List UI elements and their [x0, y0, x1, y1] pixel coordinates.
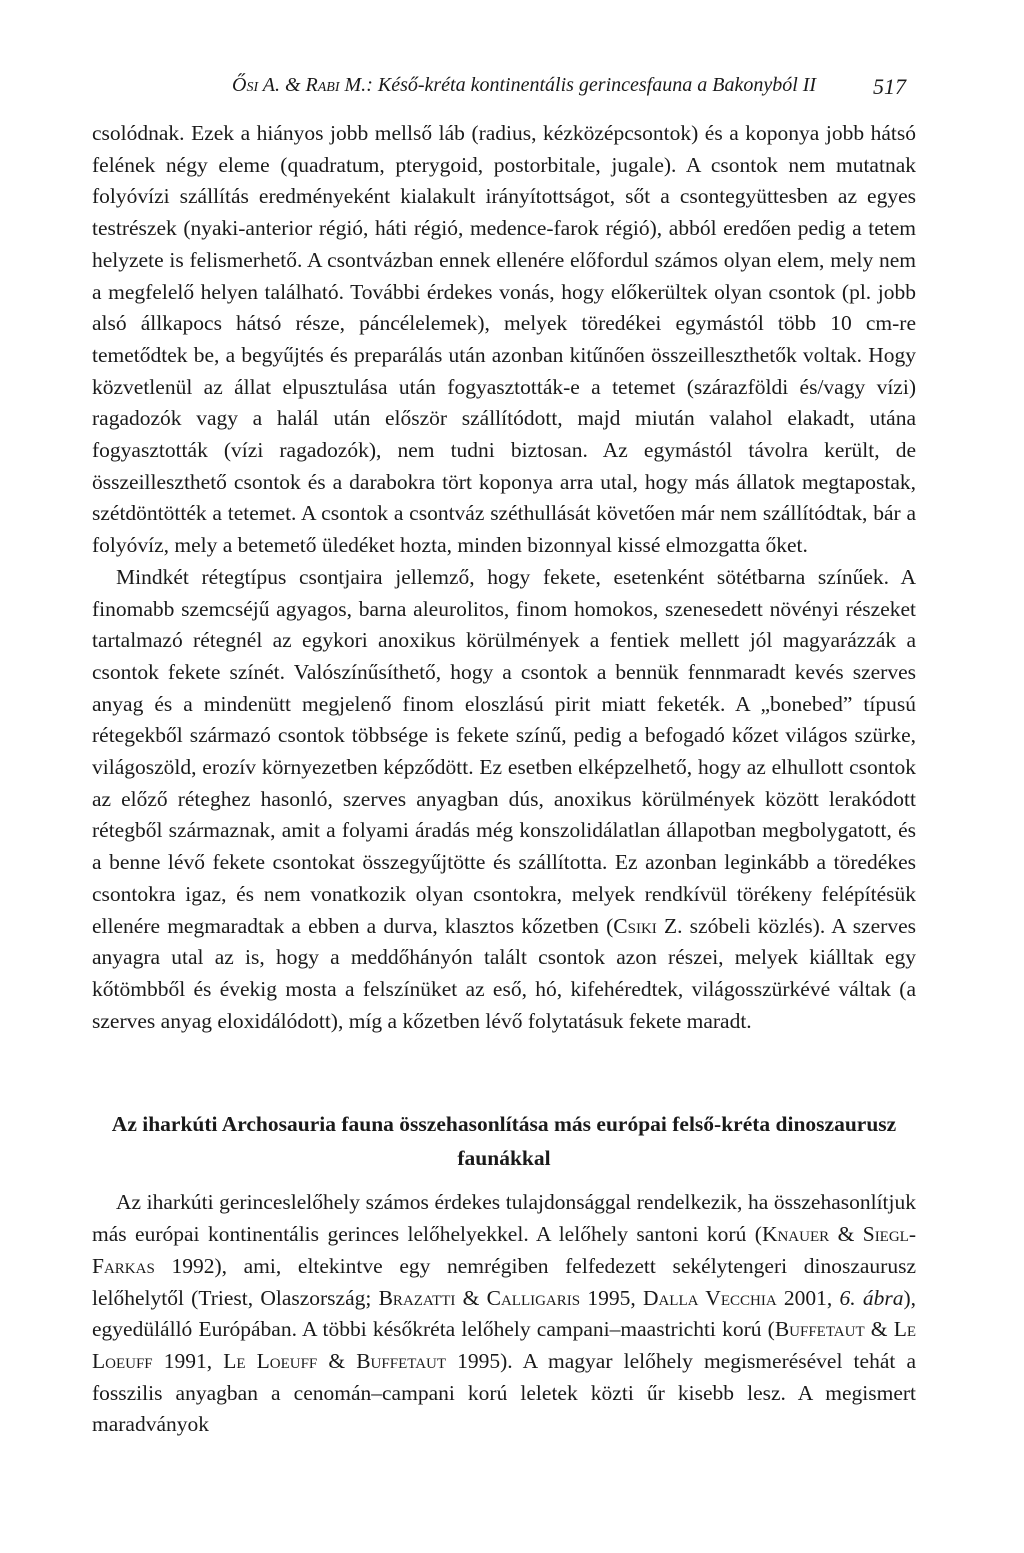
page-number: 517: [873, 74, 906, 99]
section-heading: Az iharkúti Archosauria fauna összehasonlítása más európai felső-kréta dinoszaurusz faunákkal: [111, 1112, 897, 1171]
section-body: [92, 1187, 916, 1441]
text-run: &: [864, 1317, 894, 1342]
citation-buffetaut: Buffetaut: [356, 1348, 447, 1373]
text-run: 1992), ami, eltekintve egy nemrégiben felfedezett sekélytengeri dinoszaurusz lelőhelytől (Triest, Olaszország;: [92, 1253, 916, 1310]
running-header: [92, 74, 916, 104]
text-run: Az iharkúti gerinceslelőhely számos érdekes tulajdonsággal rendelkezik, ha összehasonlítjuk más európai kontinentális gerinces lelőhelyekkel. A lelőhely santoni korú (: [92, 1190, 916, 1247]
citation-le-loeuff: Le Loeuff: [92, 1317, 917, 1373]
citation-buffetaut: Buffetaut: [774, 1317, 865, 1342]
citation-brazatti: Brazatti: [378, 1285, 456, 1310]
citation-csiki: Csiki: [613, 913, 657, 938]
figure-reference: 6. ábra: [839, 1285, 904, 1310]
text-run: 1991,: [152, 1348, 224, 1373]
text-run: 1995,: [580, 1285, 643, 1310]
text-run: 1995). A magyar lelőhely megismerésével tehát a fosszilis anyagban a cenomán–campani korú leletek közti űr kisebb lesz. A megismert maradványok: [92, 1348, 916, 1437]
citation-calligaris: Calligaris: [486, 1285, 581, 1310]
section-paragraph: [92, 1187, 916, 1441]
author-1: Ősi A.: [232, 74, 280, 96]
author-2: Rabi M.: [305, 74, 367, 96]
citation-le-loeuff: Le Loeuff: [223, 1348, 318, 1373]
citation-knauer: Knauer: [761, 1222, 830, 1247]
paragraph-2-part-a: Mindkét rétegtípus csontjaira jellemző, hogy fekete, esetenként sötétbarna színűek. A finomabb szemcséjű agyagos, barna aleurolitos, finom homokos, szenesedett növényi részeket tartalmazó rétegnél az egykori anoxikus körülmények a fentiek mellett jól magyarázzák a csontok fekete színét. Valószínűsíthető, hogy a csontok a bennük fennmaradt kevés szerves anyag és a mindenütt megjelenő finom eloszlású pirit miatt feketék. A „bonebed” típusú rétegekből származó csontok többsége is fekete színű, pedig a befogadó kőzet világos szürke, világoszöld, erozív környezetben képződött. Ez esetben elképzelhető, hogy az elhullott csontok az előző réteghez hasonló, szerves anyagban dús, anoxikus körülmények között lerakódott rétegből származnak, amit a folyami áradás még konszolidálatlan állapotban megbolygatott, és a benne lévő fekete csontokat összegyűjtötte és szállította. Ez azonban leginkább a töredékes csontokra igaz, és nem vonatkozik olyan csontokra, melyek rendkívül törékeny felépítésük ellenére megmaradtak a ebben a durva, klasztos kőzetben (: [92, 564, 916, 938]
text-run: ), egyedülálló Európában. A többi későkréta lelőhely campani–maastrichti korú (: [92, 1285, 917, 1342]
paragraph-2-part-b: Z. szóbeli közlés). A szerves anyagra utal az is, hogy a meddőhányón talált csontok azon részei, melyek kiálltak egy kőtömbből és évekig mosta a felszínüket az eső, hó, kifehéredtek, világosszürkévé váltak (a szerves anyag eloxidálódott), míg a kőzetben lévő folytatásuk fekete maradt.: [92, 913, 916, 1033]
text-run: &: [829, 1222, 863, 1247]
text-run: 2001,: [776, 1285, 840, 1310]
citation-siegl-farkas: Siegl-Farkas: [92, 1222, 917, 1278]
citation-dalla-vecchia: Dalla Vecchia: [642, 1285, 777, 1310]
author-amp: &: [284, 74, 301, 96]
paragraph-1: csolódnak. Ezek a hiányos jobb mellső láb (radius, kézközépcsontok) és a koponya jobb hátsó felének négy eleme (quadratum, pterygoid, postorbitale, jugale). A csontok nem mutatnak folyóvízi szállítás eredményeként kialakult irányítottságot, sőt a csontegyüttesben az egyes testrészek (nyaki-anterior régió, háti régió, medence-farok régió), abból eredően pedig a tetem helyzete is felismerhető. A csontvázban ennek ellenére előfordul számos olyan elem, mely nem a megfelelő helyen található. További érdekes vonás, hogy előkerültek olyan csontok (pl. jobb alsó állkapocs hátsó része, páncélelemek), melyek töredékei egymástól több 10 cm-re temetődtek be, a begyűjtés és preparálás után azonban kitűnően összeilleszthetők voltak. Hogy közvetlenül az állat elpusztulása után fogyasztották-e a tetemet (szárazföldi és/vagy vízi) ragadozók vagy a halál után először szállítódott, majd miután valahol elakadt, utána fogyasztották (vízi ragadozók), nem tudni biztosan. Az egymástól távolra került, de összeilleszthető csontok és a darabokra tört koponya arra utal, hogy más állatok megtapostak, szétdöntötték a tetemet. A csontok a csontváz széthullását követően már nem szállítódtak, bár a folyóvíz, mely a betemető üledéket hozta, minden bizonnyal kissé elmozgatta őket.: [92, 121, 916, 558]
paragraph-2: [92, 562, 916, 1038]
running-title: [232, 74, 816, 97]
page: [92, 74, 916, 1441]
text-run: &: [455, 1285, 487, 1310]
body-text: [92, 118, 916, 1037]
article-title: : Késő-kréta kontinentális gerincesfauna a Bakonyból II: [366, 74, 817, 96]
text-run: &: [317, 1348, 357, 1373]
